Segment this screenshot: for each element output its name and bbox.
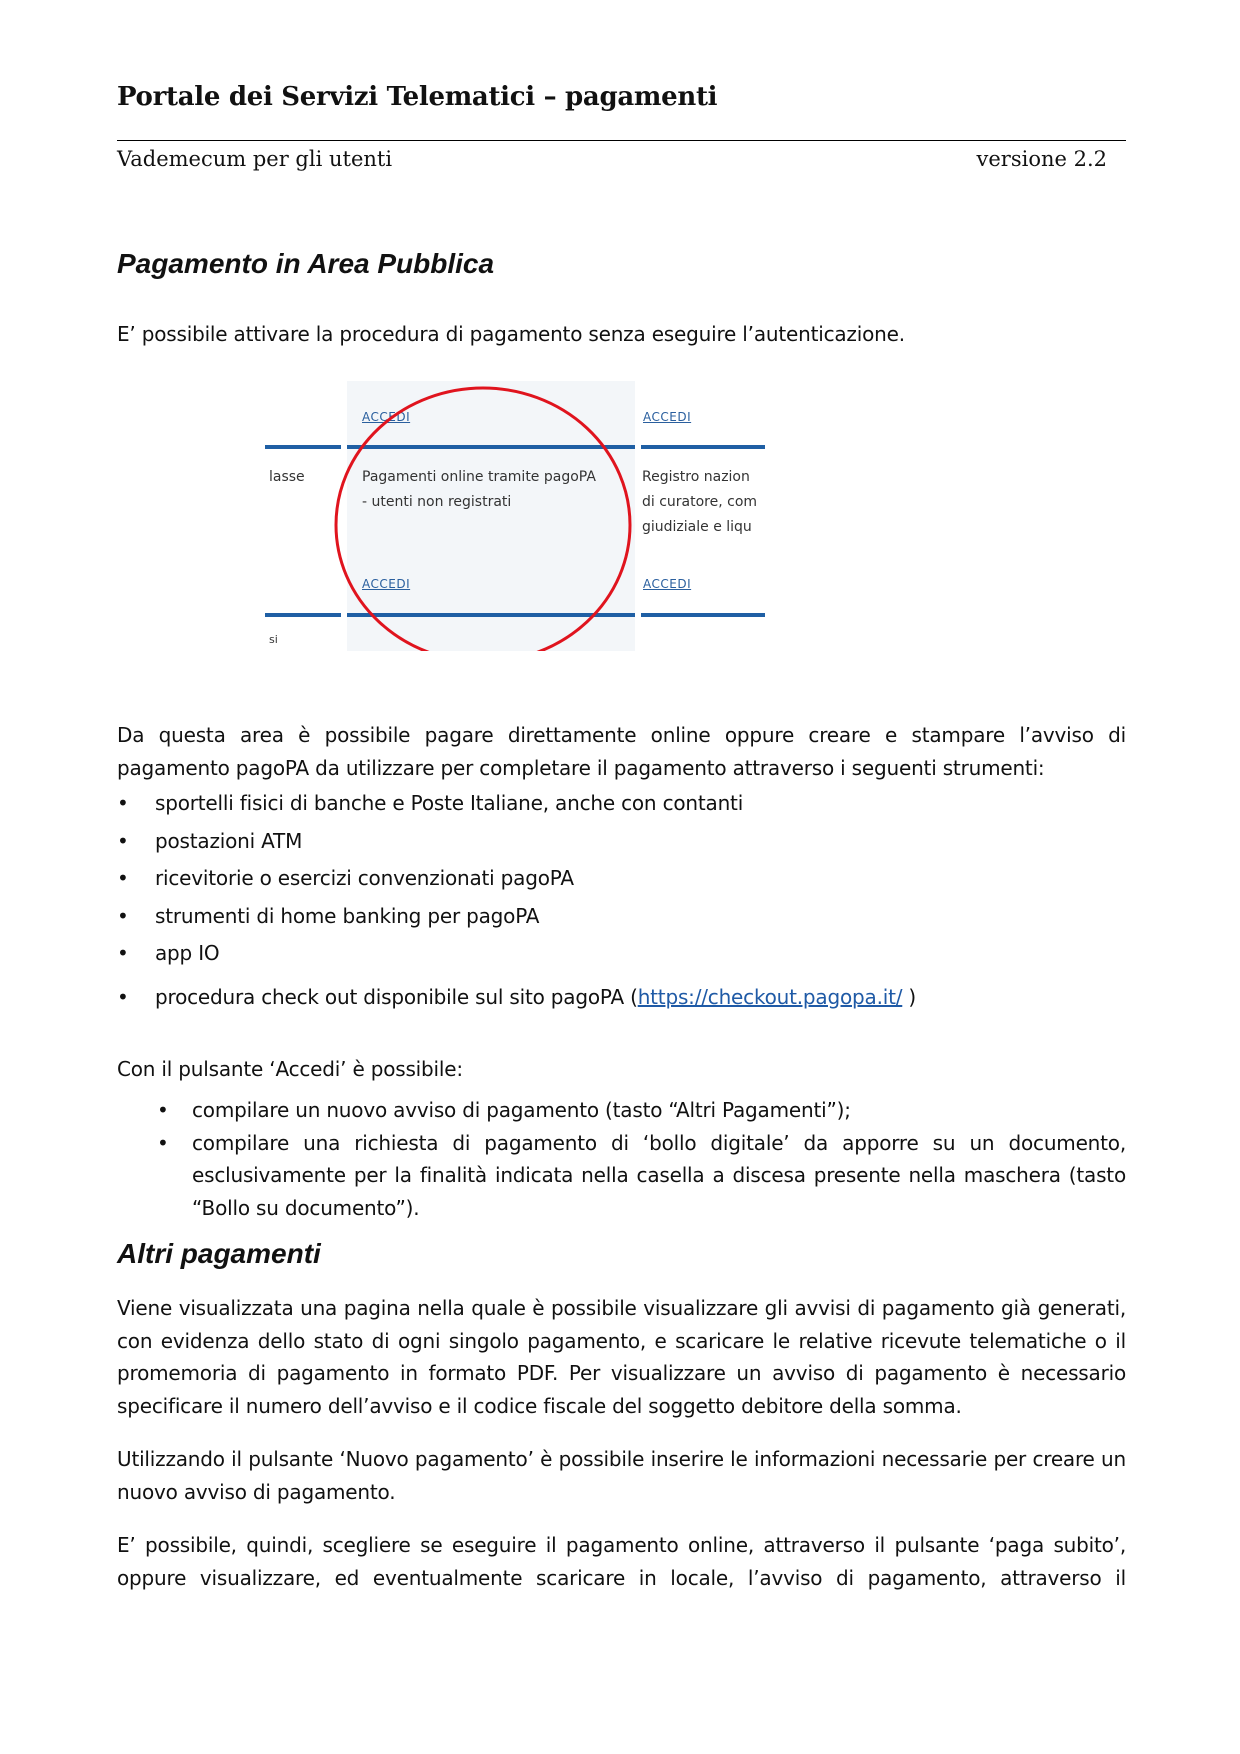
altri-pagamenti-paragraph-1: Viene visualizzata una pagina nella quale è possibile visualizzare gli avvisi di pagamento già generati, con evidenza dello stato di ogni singolo pagamento, e scaricare le relative ricevute telematiche o il promemoria di pagamento in formato PDF. Per visualizzare un avviso di pagamento è necessario specificare il numero dell’avviso e il codice fiscale del soggetto debitore della somma. — [117, 1296, 1126, 1418]
accedi-link[interactable]: ACCEDI — [643, 410, 692, 424]
red-circle-highlight — [265, 381, 765, 651]
list-item: • app IO — [117, 937, 1126, 975]
right-card-line-3: giudiziale e liqu — [642, 519, 752, 535]
payment-tools-list — [117, 787, 1126, 1018]
right-card-line-1: Registro nazion — [642, 469, 750, 485]
altri-pagamenti-paragraph-3: E’ possibile, quindi, scegliere se eseguire il pagamento online, attraverso il pulsante ‘paga subito’, oppure visualizzare, ed eventualmente scaricare in locale, l’avviso di pagamento, attraverso il — [117, 1533, 1126, 1590]
list-item-text: ) — [902, 984, 917, 1009]
list-item: • compilare un nuovo avviso di pagamento (tasto “Altri Pagamenti”); — [157, 1094, 1126, 1127]
document-version: versione 2.2 — [976, 147, 1107, 171]
list-item: • compilare una richiesta di pagamento di ‘bollo digitale’ da apporre su un documento, esclusivamente per la finalità indicata nella casella a discesa presente nella maschera (tasto “Bollo su documento”). — [157, 1127, 1126, 1225]
list-item-text: procedura check out disponibile sul sito pagoPA ( — [155, 984, 638, 1009]
header-rule — [117, 140, 1126, 141]
checkout-pagopa-link[interactable]: https://checkout.pagopa.it/ — [637, 984, 903, 1009]
list-item — [117, 981, 1126, 1019]
list-item: • strumenti di home banking per pagoPA — [117, 900, 1126, 938]
list-item: • postazioni ATM — [117, 825, 1126, 863]
accedi-link[interactable]: ACCEDI — [643, 577, 692, 591]
intro-paragraph: E’ possibile attivare la procedura di pagamento senza eseguire l’autenticazione. — [117, 322, 905, 346]
accedi-intro-paragraph: Con il pulsante ‘Accedi’ è possibile: — [117, 1057, 463, 1081]
card-title-line-2: - utenti non registrati — [362, 494, 512, 510]
left-card-label-2: si — [269, 633, 278, 646]
list-item: • sportelli fisici di banche e Poste Italiane, anche con contanti — [117, 787, 1126, 825]
accedi-options-list — [157, 1094, 1126, 1224]
left-card-label: lasse — [269, 469, 305, 485]
accedi-link[interactable]: ACCEDI — [362, 577, 411, 591]
payment-options-paragraph: Da questa area è possibile pagare direttamente online oppure creare e stampare l’avviso di pagamento pagoPA da utilizzare per completare il pagamento attraverso i seguenti strumenti: — [117, 723, 1126, 780]
right-card-line-2: di curatore, com — [642, 494, 758, 510]
section-heading-area-pubblica: Pagamento in Area Pubblica — [117, 248, 495, 279]
document-title: Portale dei Servizi Telematici – pagamenti — [117, 82, 718, 112]
list-item: • ricevitorie o esercizi convenzionati pagoPA — [117, 862, 1126, 900]
card-title-line-1: Pagamenti online tramite pagoPA — [362, 469, 596, 485]
section-heading-altri-pagamenti: Altri pagamenti — [117, 1238, 321, 1269]
portal-screenshot — [265, 381, 765, 651]
accedi-link[interactable]: ACCEDI — [362, 410, 411, 424]
altri-pagamenti-paragraph-2: Utilizzando il pulsante ‘Nuovo pagamento’ è possibile inserire le informazioni necessarie per creare un nuovo avviso di pagamento. — [117, 1447, 1126, 1504]
document-subtitle: Vademecum per gli utenti — [117, 147, 393, 171]
